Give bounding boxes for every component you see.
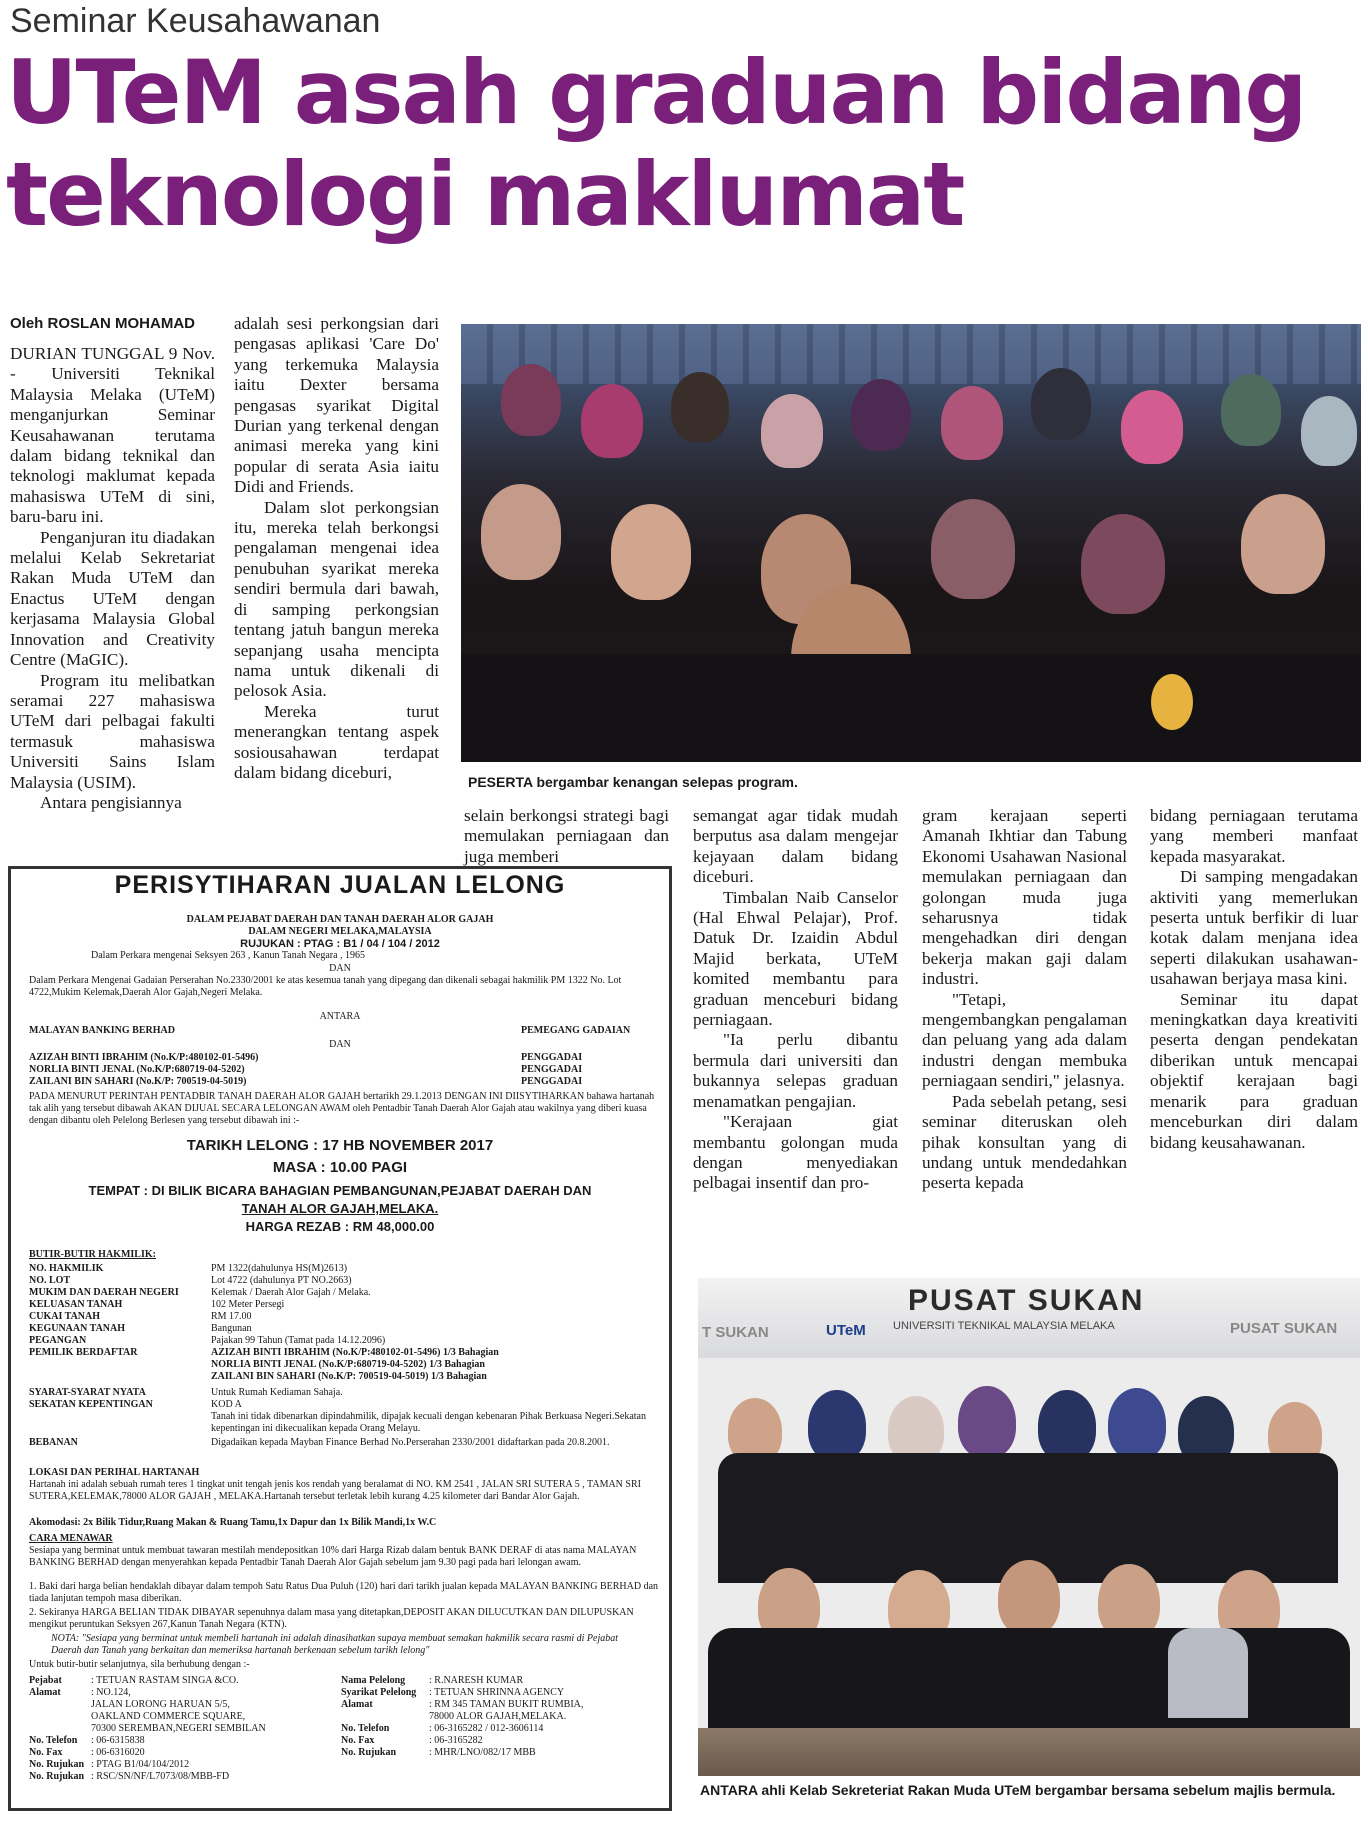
butir-value: Pajakan 99 Tahun (Tamat pada 14.12.2096) <box>211 1335 386 1346</box>
penggadai-name: AZIZAH BINTI IBRAHIM (No.K/P:480102-01-5496) <box>29 1052 259 1063</box>
participant <box>671 372 729 442</box>
participant <box>1121 390 1183 464</box>
perkara: Dalam Perkara mengenai Seksyen 263 , Kanun Tanah Negara , 1965 <box>91 950 366 961</box>
tarikh-lelong: TARIKH LELONG : 17 HB NOVEMBER 2017 <box>186 1137 494 1154</box>
antara-label: ANTARA <box>319 1011 361 1022</box>
contact-key: Nama Pelelong <box>341 1675 406 1686</box>
contact-key <box>29 1699 91 1711</box>
harga-rezab: HARGA REZAB : RM 48,000.00 <box>245 1219 435 1234</box>
byline: Oleh ROSLAN MOHAMAD <box>10 315 195 332</box>
contact-key: Syarikat Pelelong <box>341 1687 417 1698</box>
butir-key: PEMILIK BERDAFTAR <box>29 1347 138 1358</box>
penggadai-name: NORLIA BINTI JENAL (No.K/P:680719-04-5202) <box>29 1064 245 1075</box>
pemilik-more: NORLIA BINTI JENAL (No.K/P:680719-04-5202) 1/3 Bahagian <box>211 1359 485 1370</box>
article-column-3 <box>464 806 669 867</box>
paragraph: bidang perniagaan terutama yang memberi manfaat kepada masyarakat. <box>1150 806 1358 866</box>
contact-value: : MHR/LNO/082/17 MBB <box>429 1747 536 1758</box>
butir-title: BUTIR-BUTIR HAKMILIK: <box>29 1249 156 1260</box>
floor <box>698 1728 1360 1776</box>
participant <box>851 379 911 451</box>
butir-key: NO. HAKMILIK <box>29 1263 104 1274</box>
contact-value: : NO.124, <box>91 1687 131 1698</box>
butir-key: KELUASAN TANAH <box>29 1299 123 1310</box>
contact-key <box>341 1711 429 1723</box>
paragraph: Mereka turut menerangkan tentang aspek sosiousahawan terdapat dalam bidang diceburi, <box>234 701 439 782</box>
butir-key: MUKIM DAN DAERAH NEGERI <box>29 1287 179 1298</box>
butir-value: PM 1322(dahulunya HS(M)2613) <box>211 1263 348 1274</box>
contact-key <box>29 1723 91 1735</box>
lokasi-title: LOKASI DAN PERIHAL HARTANAH <box>29 1467 200 1478</box>
photo-caption-2: ANTARA ahli Kelab Sekreteriat Rakan Muda UTeM bergambar bersama sebelum majlis bermula. <box>700 1782 1336 1798</box>
contact-right <box>341 1675 661 1759</box>
pemegang-label: PEMEGANG GADAIAN <box>521 1025 631 1036</box>
sekatan-value: KOD A <box>211 1399 242 1410</box>
participant <box>611 504 691 600</box>
black-shirts <box>461 654 1361 762</box>
contact-key: No. Telefon <box>29 1735 78 1746</box>
contact-value: : 06-6316020 <box>91 1747 145 1758</box>
headline-line-1: UTeM asah graduan bidang <box>6 41 1306 144</box>
headline <box>6 42 1366 246</box>
headline-line-2: teknologi maklumat <box>6 143 964 246</box>
contact-value: : RM 345 TAMAN BUKIT RUMBIA, <box>429 1699 584 1710</box>
syarat-key: SYARAT-SYARAT NYATA <box>29 1387 146 1398</box>
auction-notice <box>8 866 672 1811</box>
paragraph: semangat agar tidak mudah berputus asa dalam mengejar kejayaan dalam bidang diceburi. <box>693 806 898 887</box>
seated-row <box>708 1628 1350 1728</box>
butir-value: Bangunan <box>211 1323 252 1334</box>
group-photo-peserta <box>461 324 1361 762</box>
photo-caption-1: PESERTA bergambar kenangan selepas program. <box>468 774 798 790</box>
butir-value: AZIZAH BINTI IBRAHIM (No.K/P:480102-01-5496) 1/3 Bahagian <box>211 1347 499 1358</box>
section-kicker: Seminar Keusahawanan <box>10 2 381 40</box>
participant <box>998 1560 1060 1636</box>
article-column-4 <box>693 806 898 1194</box>
contact-value: : TETUAN RASTAM SINGA &CO. <box>91 1675 239 1686</box>
article-column-6 <box>1150 806 1358 1153</box>
participant <box>1221 374 1281 446</box>
contact-key: No. Rujukan <box>29 1759 85 1770</box>
participant <box>581 384 643 458</box>
contact-key: No. Telefon <box>341 1723 390 1734</box>
butir-value: RM 17.00 <box>211 1311 252 1322</box>
utem-logo: UTeM <box>826 1322 866 1339</box>
rujukan: RUJUKAN : PTAG : B1 / 04 / 104 / 2012 <box>240 938 440 950</box>
paragraph: Seminar itu dapat meningkatkan daya kreativiti peserta dengan pendekatan diberikan untuk mencapai objektif kerajaan bagi menarik para graduan menceburkan diri dalam bidang keusahawanan. <box>1150 989 1358 1152</box>
butir-key: PEGANGAN <box>29 1335 87 1346</box>
butir-key: KEGUNAAN TANAH <box>29 1323 126 1334</box>
paragraph: adalah sesi perkongsian dari pengasas aplikasi 'Care Do' yang terkemuka Malaysia iaitu Dexter bersama pengasas syarikat Digital Durian yang terkenal dengan animasi mereka yang kini popular di serata Asia iaitu Didi and Friends. <box>234 314 439 497</box>
participant <box>1031 368 1091 440</box>
butir-value: Lot 4722 (dahulunya PT NO.2663) <box>211 1275 352 1286</box>
masa-lelong: MASA : 10.00 PAGI <box>272 1159 408 1176</box>
cara-text: Sesiapa yang berminat untuk membuat tawaran mestilah mendepositkan 10% dari Harga Rizab dalam bentuk BANK DERAF di atas nama MALAYAN BANKING BERHAD dengan menyerahkan kepada Pentadbir Tanah Daerah Alor Gajah sebelum jam 9.30 pagi pada hari lelongan awam. <box>29 1545 637 1568</box>
tempat-line-1: TEMPAT : DI BILIK BICARA BAHAGIAN PEMBANGUNAN,PEJABAT DAERAH DAN <box>88 1183 592 1198</box>
bank-name: MALAYAN BANKING BERHAD <box>29 1025 175 1036</box>
participant <box>1108 1388 1166 1460</box>
penggadai-role: PENGGADAI <box>521 1064 583 1075</box>
butir-value: Kelemak / Daerah Alor Gajah / Melaka. <box>211 1287 371 1298</box>
gadaian-text: Dalam Perkara Mengenai Gadaian Perserahan No.2330/2001 ke atas kesemua tanah yang dipegang dan dikenali sebagai hakmilik PM 1322 No. Lot 4722,Mukim Kelemak,Daerah Alor Gajah,Negeri Melaka. <box>29 975 622 998</box>
participant <box>958 1386 1016 1458</box>
butir-key: NO. LOT <box>29 1275 71 1286</box>
contact-left <box>29 1675 329 1783</box>
auction-title: PERISYTIHARAN JUALAN LELONG <box>114 871 566 899</box>
tempat-line-2: TANAH ALOR GAJAH,MELAKA. <box>241 1201 439 1216</box>
contact-value: : 06-6315838 <box>91 1735 145 1746</box>
contact-value: JALAN LORONG HARUAN 5/5, <box>91 1699 230 1710</box>
participant <box>1038 1390 1096 1462</box>
penggadai-role: PENGGADAI <box>521 1052 583 1063</box>
contact-value: 78000 ALOR GAJAH,MELAKA. <box>429 1711 567 1722</box>
contact-key: No. Fax <box>341 1735 375 1746</box>
paragraph: "Kerajaan giat membantu golongan muda dengan menyediakan pelbagai insentif dan pro- <box>693 1112 898 1193</box>
paragraph: Pada sebelah petang, sesi seminar diteruskan oleh pihak konsultan yang di undang untuk mendedahkan peserta kepada <box>922 1091 1127 1193</box>
article-column-2 <box>234 314 439 783</box>
paragraph: Antara pengisiannya <box>40 792 182 812</box>
butir-value: 102 Meter Persegi <box>211 1299 285 1310</box>
contact-value: : RSC/SN/NF/L7073/08/MBB-FD <box>91 1771 230 1782</box>
contact-key: No. Rujukan <box>29 1771 85 1782</box>
sekatan-more: Tanah ini tidak dibenarkan dipindahmilik, dipajak kecuali dengan kebenaran Pihak Berkuasa Negeri.Sekatan kepentingan ini dikecualikan kepada Orang Melayu. <box>211 1411 646 1434</box>
paragraph: selain berkongsi strategi bagi memulakan perniagaan dan juga memberi <box>464 806 669 866</box>
participant <box>481 484 561 580</box>
cara-title: CARA MENAWAR <box>29 1533 113 1544</box>
article-column-1 <box>10 344 215 813</box>
contact-key: Alamat <box>341 1699 373 1710</box>
pusat-sukan-banner <box>698 1278 1360 1358</box>
sekatan-key: SEKATAN KEPENTINGAN <box>29 1399 153 1410</box>
contact-key: No. Rujukan <box>341 1747 397 1758</box>
nota: NOTA: "Sesiapa yang berminat untuk membeli hartanah ini adalah dinasihatkan supaya membuat semakan hakmilik secara rasmi di Pejabat Daerah dan Tanah yang berkaitan dan memeriksa hartanah berkenaan sebelum tarikh lelong" <box>51 1633 619 1656</box>
syarat-value: Untuk Rumah Kediaman Sahaja. <box>211 1387 343 1398</box>
participant <box>761 394 823 468</box>
paragraph: Dalam slot perkongsian itu, mereka telah berkongsi pengalaman mengenai idea penubuhan syarikat mereka sendiri bermula dari bawah, di samping perkongsian tentang jatuh bangun mereka sepanjang usaha mencipta nama untuk dikenali di pelosok Asia. <box>234 497 439 701</box>
banner-right-text: PUSAT SUKAN <box>1230 1320 1338 1337</box>
contact-key <box>29 1711 91 1723</box>
paragraph: Di samping mengadakan aktiviti yang memerlukan peserta untuk berfikir di luar kotak dalam menjana idea seperti dilakukan usahawan-usahawan berjaya masa kini. <box>1150 867 1358 989</box>
participant <box>931 499 1015 599</box>
banner-title: PUSAT SUKAN <box>908 1284 1145 1317</box>
contact-value: OAKLAND COMMERCE SQUARE, <box>91 1711 246 1722</box>
dan-label: DAN <box>329 1039 351 1050</box>
akomodasi: Akomodasi: 2x Bilik Tidur,Ruang Makan & Ruang Tamu,1x Dapur dan 1x Bilik Mandi,1x W.C <box>29 1517 437 1528</box>
penggadai-role: PENGGADAI <box>521 1076 583 1087</box>
dan-label: DAN <box>329 963 351 974</box>
participant <box>501 364 561 436</box>
penggadai-name: ZAILANI BIN SAHARI (No.K/P: 700519-04-5019) <box>29 1076 247 1087</box>
contact-value: : PTAG B1/04/104/2012 <box>91 1759 190 1770</box>
contact-value: : 06-3165282 <box>429 1735 483 1746</box>
untuk-text: Untuk butir-butir selanjutnya, sila berhubung dengan :- <box>29 1659 250 1670</box>
participant <box>808 1390 866 1462</box>
participant <box>1241 494 1325 594</box>
participant <box>941 386 1003 460</box>
contact-value: : TETUAN SHRINNA AGENCY <box>429 1687 565 1698</box>
cara-1: 1. Baki dari harga belian hendaklah dibayar dalam tempoh Satu Ratus Dua Puluh (120) hari dari tarikh jualan kepada MALAYAN BANKING BERHAD dan tiada lanjutan tempoh masa diberikan. <box>29 1581 659 1604</box>
paragraph: Program itu melibatkan seramai 227 mahasiswa UTeM dari pelbagai fakulti termasuk mahasiswa Universiti Sains Islam Malaysia (USIM). <box>10 670 215 792</box>
perintah-text: PADA MENURUT PERINTAH PENTADBIR TANAH DAERAH ALOR GAJAH bertarikh 29.1.2013 DENGAN INI DIISYTIHARKAN bahawa hartanah tak alih yang tersebut dibawah AKAN DIJUAL SECARA LELONGAN AWAM oleh Pentadbir Tanah Daerah Alor Gajah atau wakilnya yang diberi kuasa dengan dibantu oleh Pelelong Berlesen yang tersebut dibawah ini :- <box>29 1091 655 1126</box>
lokasi-text: Hartanah ini adalah sebuah rumah teres 1 tingkat unit tengah jenis kos rendah yang beralamat di NO. KM 2541 , JALAN SRI SUTERA 5 , TAMAN SRI SUTERA,KELEMAK,78000 ALOR GAJAH , MELAKA.Hartanah tersebut terletak lebih kurang 4.25 kilometer dari Bandar Alor Gajah. <box>29 1479 641 1502</box>
contact-value: 70300 SEREMBAN,NEGERI SEMBILAN <box>91 1723 266 1734</box>
stadium-seats <box>461 324 1361 384</box>
office-line-1: DALAM PEJABAT DAERAH DAN TANAH DAERAH ALOR GAJAH <box>186 914 494 925</box>
article-column-5 <box>922 806 1127 1194</box>
contact-value: : R.NARESH KUMAR <box>429 1675 524 1686</box>
paragraph: Penganjuran itu diadakan melalui Kelab Sekretariat Rakan Muda UTeM dan Enactus UTeM dengan kerjasama Malaysia Global Innovation and Creativity Centre (MaGIC). <box>10 527 215 670</box>
paragraph: Timbalan Naib Canselor (Hal Ehwal Pelajar), Prof. Datuk Dr. Izaidin Abdul Majid berkata, UTeM komited membantu para graduan menceburi bidang perniagaan. <box>693 887 898 1030</box>
grey-hoodie <box>1168 1628 1248 1718</box>
group-photo-rakan-muda <box>698 1278 1360 1776</box>
pemilik-more: ZAILANI BIN SAHARI (No.K/P: 700519-04-5019) 1/3 Bahagian <box>211 1371 487 1382</box>
paragraph: "Tetapi, mengembangkan pengalaman dan peluang yang ada dalam industri dengan membuka perniagaan sendiri," jelasnya. <box>922 989 1127 1091</box>
contact-key: Pejabat <box>29 1675 62 1686</box>
paragraph: DURIAN TUNGGAL 9 Nov. - Universiti Teknikal Malaysia Melaka (UTeM) menganjurkan Seminar Keusahawanan terutama dalam bidang teknikal dan teknologi maklumat kepada mahasiswa UTeM di sini, baru-baru ini. <box>10 344 215 527</box>
bebanan-value: Digadaikan kepada Mayban Finance Berhad No.Perserahan 2330/2001 didaftarkan pada 20.8.2001. <box>211 1437 610 1448</box>
participant <box>1301 396 1357 466</box>
cara-2: 2. Sekiranya HARGA BELIAN TIDAK DIBAYAR sepenuhnya dalam masa yang ditetapkan,DEPOSIT AKAN DILUCUTKAN DAN DILUPUSKAN mengikut peruntukan Seksyen 267,Kanun Tanah Negara (KTN). <box>29 1607 634 1630</box>
banner-subtitle: UNIVERSITI TEKNIKAL MALAYSIA MELAKA <box>893 1320 1115 1332</box>
shirt-logo <box>1151 674 1193 730</box>
paragraph: "Ia perlu dibantu bermula dari universiti dan bukannya selepas graduan menamatkan pengajian. <box>693 1030 898 1111</box>
participant <box>1081 514 1165 614</box>
paragraph: gram kerajaan seperti Amanah Ikhtiar dan Tabung Ekonomi Usahawan Nasional memulakan perniagaan dan golongan muda juga seharusnya tidak mengehadkan diri dengan bekerja makan gaji dalam industri. <box>922 806 1127 989</box>
office-line-2: DALAM NEGERI MELAKA,MALAYSIA <box>248 926 432 937</box>
butir-key: CUKAI TANAH <box>29 1311 101 1322</box>
contact-value: : 06-3165282 / 012-3606114 <box>429 1723 544 1734</box>
bebanan-key: BEBANAN <box>29 1437 78 1448</box>
contact-key: No. Fax <box>29 1747 63 1758</box>
banner-left-text: T SUKAN <box>702 1324 769 1341</box>
contact-key: Alamat <box>29 1687 61 1698</box>
